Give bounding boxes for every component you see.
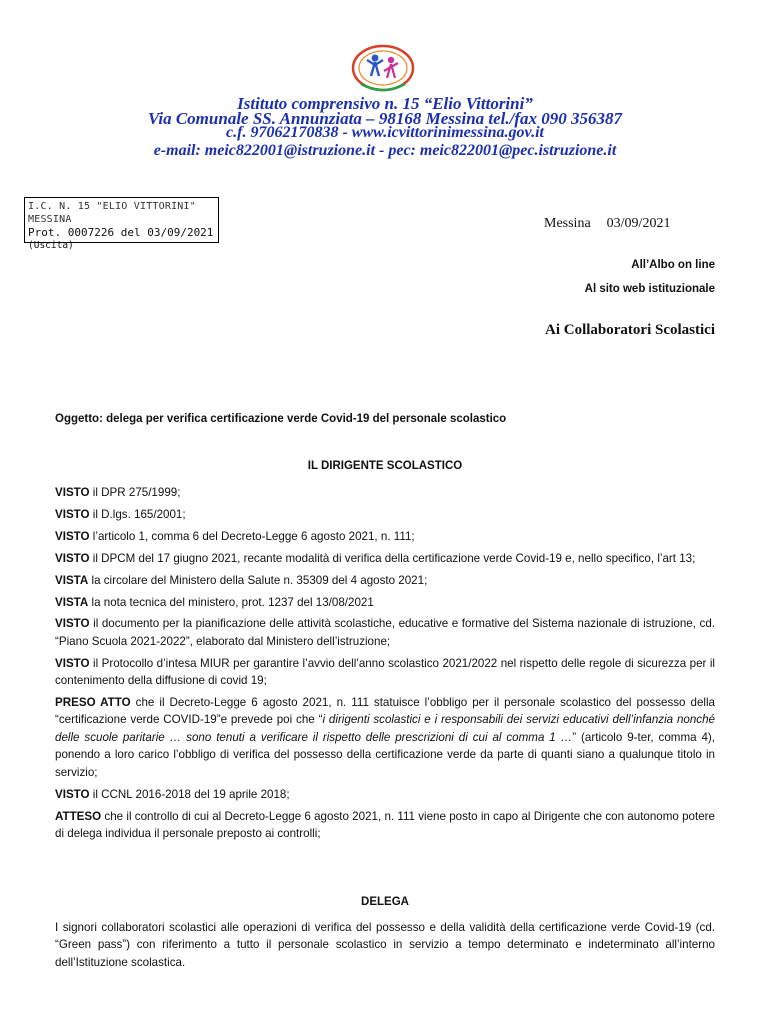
school-email: e-mail: meic822001@istruzione.it - pec: meic822001@pec.istruzione.it [153,142,617,159]
paragraph-lead: PRESO ATTO [55,696,131,710]
delega-title: DELEGA [361,896,409,908]
paragraph-text: il CCNL 2016-2018 del 19 aprile 2018; [89,787,290,801]
paragraph-lead: VISTO [55,551,90,565]
paragraph-lead: VISTA [55,573,89,587]
school-address: Via Comunale SS. Annunziata – 98168 Messina tel./fax 090 356387 [147,109,623,128]
paragraph [55,808,715,843]
stamp-direction: (Uscita) [28,240,74,251]
paragraph-lead: VISTO [55,617,90,631]
subject: Oggetto: delega per verifica certificazione verde Covid-19 del personale scolastico [55,413,507,425]
place: Messina [544,216,591,231]
recipient-sito: Al sito web istituzionale [584,283,715,295]
recipient-collaboratori: Ai Collaboratori Scolastici [545,322,715,338]
paragraph-lead: VISTO [55,656,90,670]
paragraph-text: che il Decreto-Legge 6 agosto 2021, n. 111 statuisce l’obbligo per il personale scolastico del possesso della “certificazione verde COVID-19”e prevede poi che “ [55,696,715,727]
paragraph-lead: VISTA [55,595,89,609]
paragraph [55,572,715,589]
paragraph-lead: VISTO [55,507,90,521]
paragraph [55,594,715,611]
delega-text: I signori collaboratori scolastici alle operazioni di verifica del possesso e della validità della certificazione verde Covid-19 (cd. “Green pass”) con riferimento a tutto il personale scolastico in servizio a tempo determinato e indeterminato all’interno dell’Istituzione scolastica. [55,921,715,969]
recipient-albo: All’Albo on line [631,259,715,271]
paragraph-text: il D.lgs. 165/2001; [89,507,186,521]
place-date [544,216,670,232]
paragraph-text: il DPCM del 17 giugno 2021, recante modalità di verifica della certificazione verde Covid-19 e, nello specifico, l’art 13; [89,551,696,565]
paragraph [55,506,715,523]
paragraph-lead: ATTESO [55,809,102,823]
paragraph-text: l’articolo 1, comma 6 del Decreto-Legge 6 agosto 2021, n. 111; [89,529,415,543]
paragraph [55,786,715,803]
stamp-protocol: Prot. 0007226 del 03/09/2021 [28,226,214,239]
document-body [55,484,715,847]
paragraph [55,550,715,567]
paragraph-text: ” (articolo 9-ter, comma 4), ponendo a loro carico l’obbligo di verifica del possesso della certificazione verde da parte di quanti siano a qualunque titolo in servizio; [55,730,716,779]
paragraph-quote: i dirigenti scolastici e i responsabili dei servizi educativi dell’infanzia nonché delle scuole paritarie … sono tenuti a verificare il rispetto delle prescrizioni di cui al comma 1 … [55,713,715,744]
paragraph [55,655,715,690]
paragraph-text: che il controllo di cui al Decreto-Legge 6 agosto 2021, n. 111 viene posto in capo al Dirigente che con autonomo potere di delega individua il personale preposto ai controlli; [55,809,715,840]
paragraph-text: il DPR 275/1999; [89,486,181,499]
paragraph [55,694,715,781]
paragraph-text: il documento per la pianificazione delle attività scolastiche, educative e formative del Sistema nazionale di istruzione, cd. “Piano Scuola 2021-2022”, elaborato dal Ministero dell’istruzione; [55,617,715,648]
signer-title: IL DIRIGENTE SCOLASTICO [307,460,463,472]
protocol-stamp [24,197,219,251]
stamp-institute: I.C. N. 15 "ELIO VITTORINI" MESSINA [28,201,196,225]
paragraph-lead: VISTO [55,486,90,499]
paragraph-lead: VISTO [55,529,90,543]
school-taxcode-website: c.f. 97062170838 - www.icvittorinimessina.gov.it [226,124,544,141]
paragraph [55,484,715,501]
paragraph [55,528,715,545]
paragraph-lead: VISTO [55,787,90,801]
paragraph-text: la circolare del Ministero della Salute n. 35309 del 4 agosto 2021; [88,573,428,587]
school-name: Istituto comprensivo n. 15 “Elio Vittorini” [237,94,533,113]
paragraph [55,615,715,650]
paragraph-text: il Protocollo d’intesa MIUR per garantire l’avvio dell’anno scolastico 2021/2022 nel rispetto delle regole di sicurezza per il contenimento della diffusione di covid 19; [55,656,715,688]
date: 03/09/2021 [606,216,671,231]
school-logo [341,38,425,100]
paragraph-text: la nota tecnica del ministero, prot. 1237 del 13/08/2021 [88,595,374,609]
